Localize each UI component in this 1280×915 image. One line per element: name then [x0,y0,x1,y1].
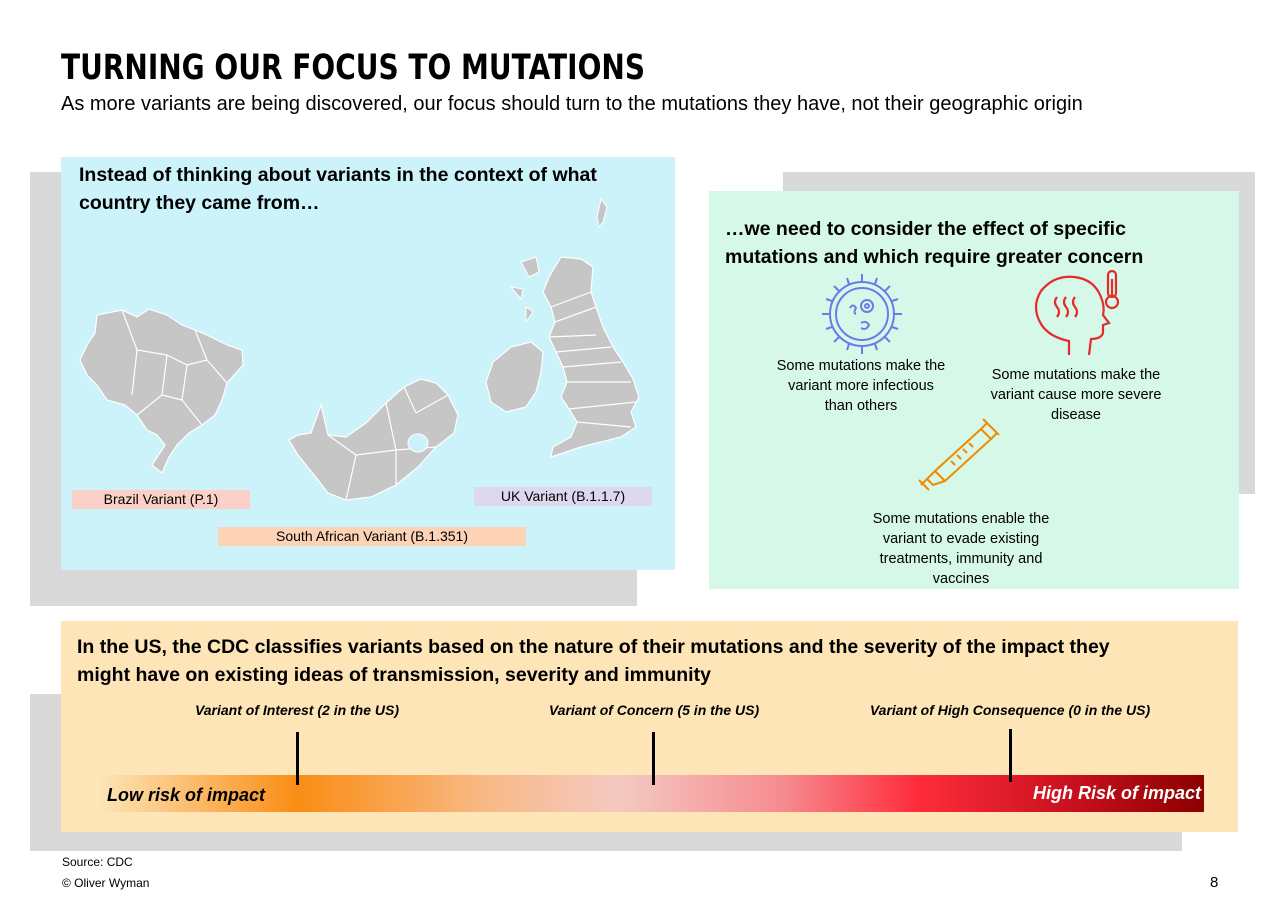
brazil-map [77,305,247,475]
mutations-panel [709,191,1239,589]
evade-description: Some mutations enable the variant to evade existing treatments, immunity and vaccines [872,511,1050,587]
cdc-heading [77,633,1110,689]
page-subtitle: As more variants are being discovered, our focus should turn to the mutations they have, not their geographic origin [61,93,1083,115]
variant-of-high-consequence-label: Variant of High Consequence (0 in the US) [869,702,1151,718]
severe-description: Some mutations make the variant cause more severe disease [990,367,1162,423]
interest-tick [296,732,299,785]
fever-head-icon [1029,269,1124,359]
cdc-heading-line2: might have on existing ideas of transmission, severity and immunity [77,664,711,686]
page-title: TURNING OUR FOCUS TO MUTATIONS [61,48,645,88]
copyright-note: © Oliver Wyman [62,876,150,890]
syringe-icon [917,417,1007,497]
cdc-heading-line1: In the US, the CDC classifies variants based on the nature of their mutations and the severity of the impact they [77,636,1110,658]
brazil-variant-label: Brazil Variant (P.1) [72,490,250,509]
high-consequence-tick [1009,729,1012,782]
south-africa-variant-label: South African Variant (B.1.351) [218,527,526,546]
mutations-heading-line2: mutations and which require greater concern [725,246,1144,268]
high-risk-label: High Risk of impact [1033,783,1202,803]
mutations-heading-line1: …we need to consider the effect of specific [725,218,1126,240]
page-number: 8 [1210,874,1219,891]
south-africa-map [286,375,462,505]
variant-of-interest-label: Variant of Interest (2 in the US) [194,702,400,718]
virus-icon [817,271,907,361]
uk-ireland-map [481,197,651,482]
mutations-heading [725,215,1143,271]
variant-of-concern-label: Variant of Concern (5 in the US) [548,702,760,718]
concern-tick [652,732,655,785]
low-risk-label: Low risk of impact [107,785,266,805]
geographic-panel [61,157,675,570]
uk-variant-label: UK Variant (B.1.1.7) [474,487,652,506]
geographic-heading-line1: Instead of thinking about variants in the context of what [79,164,597,186]
source-note: Source: CDC [62,855,133,869]
infectious-description: Some mutations make the variant more infectious than others [776,358,946,414]
geographic-heading-line2: country they came from… [79,192,320,214]
